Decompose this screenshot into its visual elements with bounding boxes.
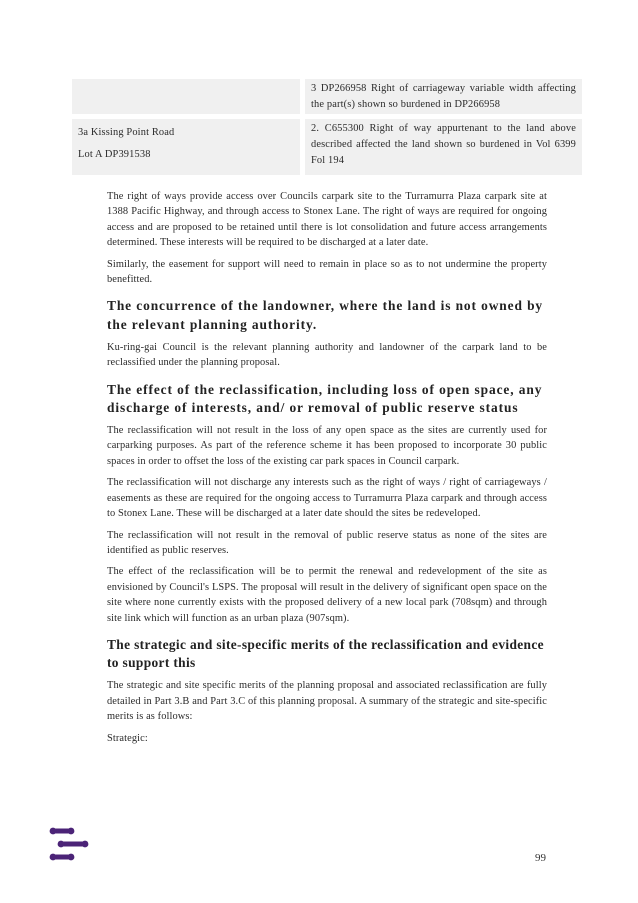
table-cell-property <box>72 79 300 114</box>
table-row <box>72 119 582 175</box>
table-cell-property <box>72 119 300 175</box>
paragraph-strategic-label: Strategic: <box>107 732 148 744</box>
page-number: 99 <box>535 852 546 864</box>
paragraph-easement-support: Similarly, the easement for support will need to remain in place so as to not undermine the property benefitted. <box>107 258 547 286</box>
easements-table <box>72 79 582 180</box>
brand-dots-logo-icon <box>47 826 91 862</box>
paragraph-open-space: The reclassification will not result in the loss of any open space as the sites are currently used for carparking purposes. As part of the reference scheme it has been proposed to incorporate 30 public spaces in order to offset the loss of the existing car park spaces in Council carpark. <box>107 425 547 467</box>
document-body <box>107 189 547 752</box>
table-cell-interest: 2. C655300 Right of way appurtenant to the land above described affected the land shown so burdened in Vol 6399 Fol 194 <box>305 119 582 175</box>
paragraph-interests: The reclassification will not discharge any interests such as the right of ways / right of carriageways / easements as these are required for the ongoing access to Turramurra Plaza carpark and through access to Stonex Lane. These will be discharged at a later date should the sites be redeveloped. <box>107 477 547 520</box>
heading-reclassification-effect: The effect of the reclassification, including loss of open space, any discharge of interests, and/ or removal of public reserve status <box>107 381 543 415</box>
paragraph-right-of-ways: The right of ways provide access over Councils carpark site to the Turramurra Plaza carpark site at 1388 Pacific Highway, and through access to Stonex Lane. The right of ways are required for ongoing access and are proposed to be retained until there is lot consolidation and future access arrangements determined. These interests will be required to be discharged at a later date. <box>107 191 547 249</box>
paragraph-public-reserve: The reclassification will not result in the removal of public reserve status as none of the sites are identified as public reserves. <box>107 529 547 556</box>
property-lot: Lot A DP391538 <box>78 149 151 160</box>
heading-strategic-merits: The strategic and site-specific merits of the reclassification and evidence to support this <box>107 636 544 671</box>
paragraph-merits-summary: The strategic and site specific merits of the planning proposal and associated reclassification are fully detailed in Part 3.B and Part 3.C of this planning proposal. A summary of the strategic and site-specific merits is as follows: <box>107 680 547 723</box>
paragraph-renewal: The effect of the reclassification will be to permit the renewal and redevelopment of the site as envisioned by Council's LSPS. The proposal will result in the delivery of significant open space on the site where none currently exists with the proposed delivery of a new local park (708sqm) and through site link which will function as an urban plaza (907sqm). <box>107 566 547 624</box>
table-row <box>72 79 582 114</box>
property-address: 3a Kissing Point Road <box>78 127 175 138</box>
paragraph-landowner: Ku-ring-gai Council is the relevant planning authority and landowner of the carpark land to be reclassified under the planning proposal. <box>107 341 547 369</box>
heading-landowner-concurrence: The concurrence of the landowner, where the land is not owned by the relevant planning authority. <box>107 298 544 332</box>
table-cell-interest: 3 DP266958 Right of carriageway variable width affecting the part(s) shown so burdened in DP266958 <box>305 79 582 114</box>
